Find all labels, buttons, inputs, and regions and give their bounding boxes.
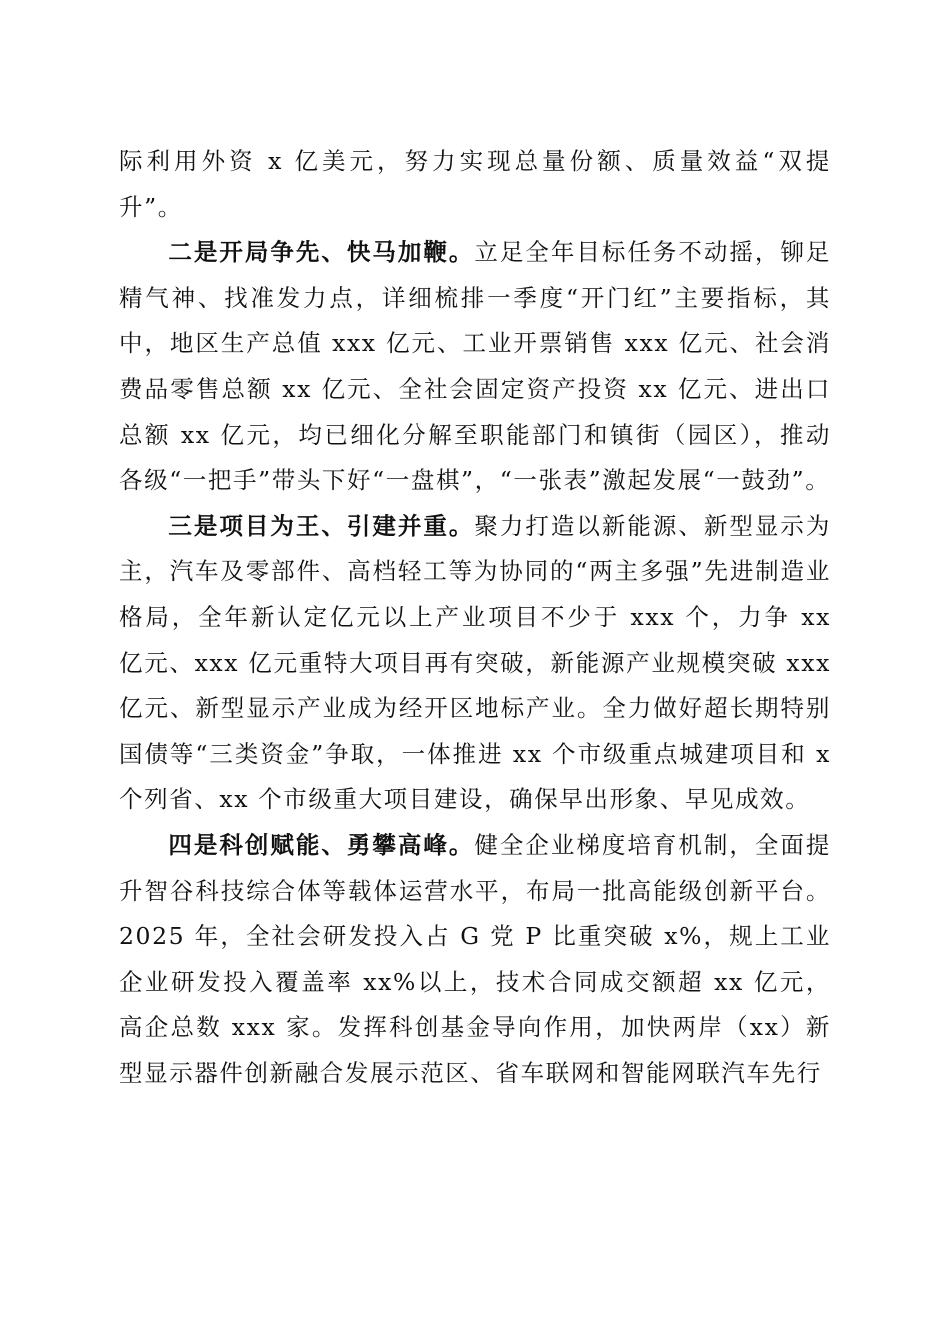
paragraph-projects bbox=[119, 504, 831, 823]
paragraph-opening-first bbox=[119, 230, 831, 504]
paragraph-innovation bbox=[119, 823, 831, 1097]
document-body bbox=[119, 139, 831, 1096]
paragraph-continuation bbox=[119, 139, 831, 230]
paragraph-lead: 三是项目为王、引建并重。 bbox=[168, 511, 475, 540]
paragraph-lead: 四是科创赋能、勇攀高峰。 bbox=[168, 830, 475, 859]
paragraph-lead: 二是开局争先、快马加鞭。 bbox=[168, 238, 475, 267]
paragraph-text: 际利用外资 x 亿美元，努力实现总量份额、质量效益“双提升”。 bbox=[119, 147, 831, 221]
paragraph-text: 健全企业梯度培育机制，全面提升智谷科技综合体等载体运营水平，布局一批高能级创新平台。2025 年，全社会研发投入占 G 党 P 比重突破 x%，规上工业企业研发投入覆盖率 xx%以上，技术合同成交额超 xx 亿元，高企总数 xxx 家。发挥科创基金导向作用，加快两岸（xx）新型显示器件创新融合发展示范区、省车联网和智能网联汽车先行 bbox=[119, 830, 831, 1087]
paragraph-text: 立足全年目标任务不动摇，铆足精气神、找准发力点，详细梳排一季度“开门红”主要指标，其中，地区生产总值 xxx 亿元、工业开票销售 xxx 亿元、社会消费品零售总额 xx 亿元、全社会固定资产投资 xx 亿元、进出口总额 xx 亿元，均已细化分解至职能部门和镇街（园区），推动各级“一把手”带头下好“一盘棋”，“一张表”激起发展“一鼓劲”。 bbox=[119, 238, 831, 495]
paragraph-text: 聚力打造以新能源、新型显示为主，汽车及零部件、高档轻工等为协同的“两主多强”先进制造业格局，全年新认定亿元以上产业项目不少于 xxx 个，力争 xx 亿元、xxx 亿元重特大项目再有突破，新能源产业规模突破 xxx 亿元、新型显示产业成为经开区地标产业。全力做好超长期特别国债等“三类资金”争取，一体推进 xx 个市级重点城建项目和 x 个列省、xx 个市级重大项目建设，确保早出形象、早见成效。 bbox=[119, 511, 831, 814]
